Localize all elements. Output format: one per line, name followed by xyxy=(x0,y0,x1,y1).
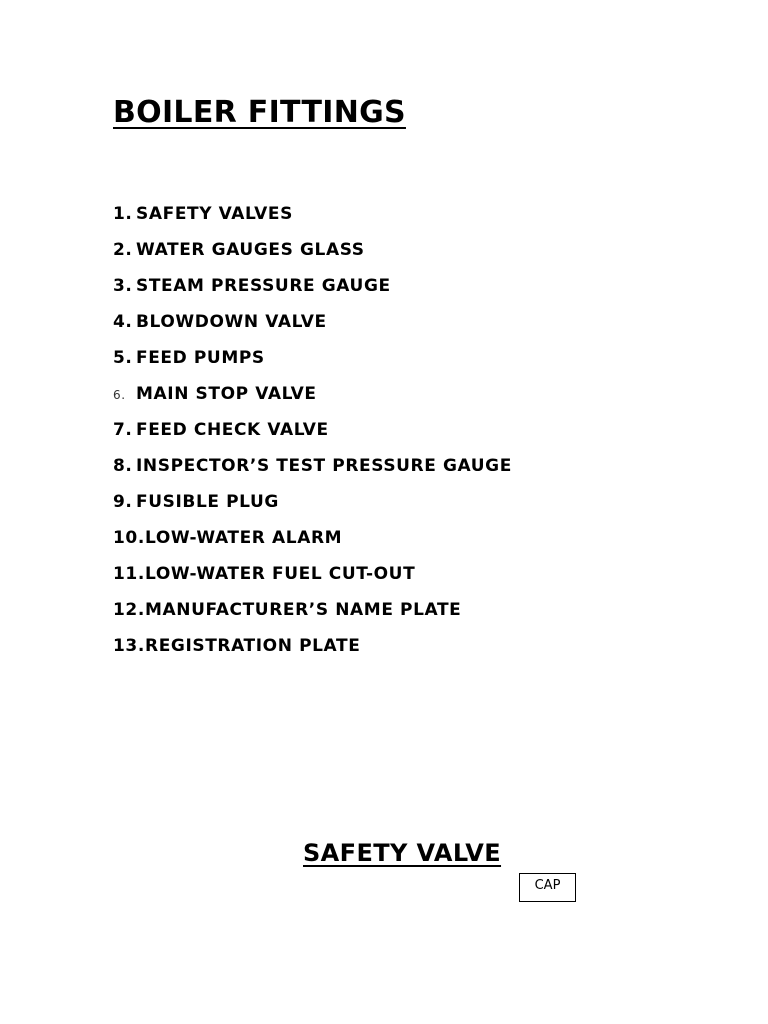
list-item xyxy=(113,527,512,563)
list-item-label: LOW-WATER ALARM xyxy=(145,528,343,548)
list-item-label: REGISTRATION PLATE xyxy=(145,636,361,656)
list-item-label: SAFETY VALVES xyxy=(136,204,293,224)
list-item-label: MANUFACTURER’S NAME PLATE xyxy=(145,600,462,620)
diagram-label-box xyxy=(519,873,576,902)
list-item xyxy=(113,311,512,347)
list-item-number: 9. xyxy=(113,492,133,512)
list-item-label: LOW-WATER FUEL CUT-OUT xyxy=(145,564,416,584)
list-item xyxy=(113,419,512,455)
diagram-label: CAP xyxy=(534,878,561,893)
list-item xyxy=(113,383,512,419)
list-item-number: 11. xyxy=(113,564,145,584)
fittings-list xyxy=(113,203,512,671)
list-item-label: BLOWDOWN VALVE xyxy=(136,312,327,332)
list-item xyxy=(113,599,512,635)
list-item-number: 1. xyxy=(113,204,133,224)
list-item-label: WATER GAUGES GLASS xyxy=(136,240,365,260)
list-item-number: 6. xyxy=(113,388,126,402)
list-item xyxy=(113,203,512,239)
list-item-number: 13. xyxy=(113,636,145,656)
list-item-number: 5. xyxy=(113,348,133,368)
list-item xyxy=(113,275,512,311)
section-title: SAFETY VALVE xyxy=(303,839,502,867)
list-item-label: STEAM PRESSURE GAUGE xyxy=(136,276,391,296)
list-item-number: 12. xyxy=(113,600,145,620)
list-item xyxy=(113,347,512,383)
list-item-number: 2. xyxy=(113,240,133,260)
list-item-label: FEED CHECK VALVE xyxy=(136,420,329,440)
list-item xyxy=(113,239,512,275)
list-item-number: 8. xyxy=(113,456,133,476)
list-item xyxy=(113,563,512,599)
list-item-number: 10. xyxy=(113,528,145,548)
list-item xyxy=(113,635,512,671)
list-item-label: MAIN STOP VALVE xyxy=(136,384,317,404)
list-item-label: FEED PUMPS xyxy=(136,348,265,368)
list-item xyxy=(113,455,512,491)
list-item-number: 3. xyxy=(113,276,133,296)
list-item-label: FUSIBLE PLUG xyxy=(136,492,279,512)
list-item-number: 7. xyxy=(113,420,133,440)
list-item-number: 4. xyxy=(113,312,133,332)
list-item xyxy=(113,491,512,527)
document-title: BOILER FITTINGS xyxy=(113,95,406,130)
list-item-label: INSPECTOR’S TEST PRESSURE GAUGE xyxy=(136,456,512,476)
